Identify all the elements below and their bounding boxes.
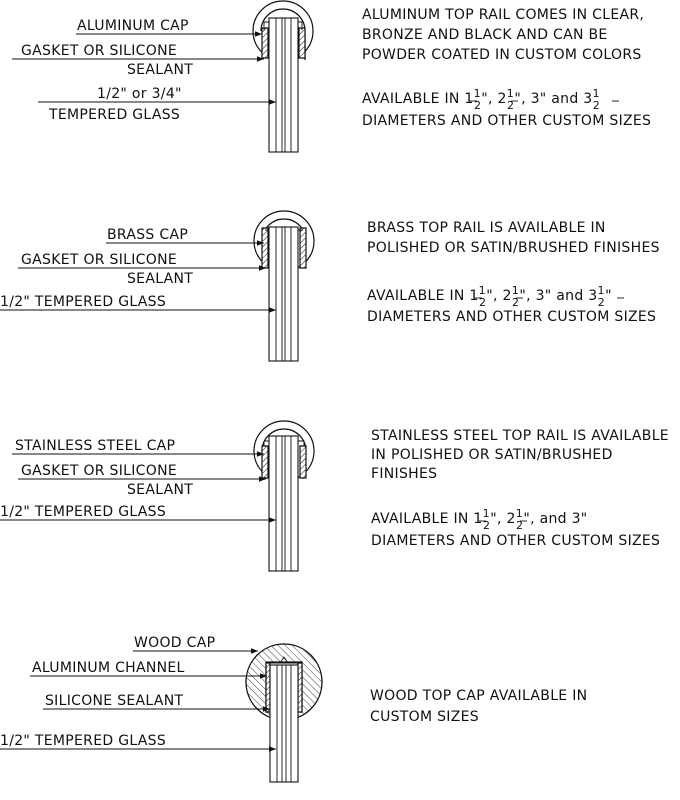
section-brass-cap [0, 211, 660, 361]
aluminum-cap-drawing [253, 1, 313, 152]
description-line-1: BRASS TOP RAIL IS AVAILABLE IN [367, 220, 606, 236]
sizes-line-2: DIAMETERS AND OTHER CUSTOM SIZES [371, 533, 661, 549]
sizes-line-1: AVAILABLE IN $1^1$ 2", $2^1$ 2", 3" and $3^1$ 2 [362, 87, 601, 112]
description-line-3: FINISHES [371, 466, 438, 482]
label-sealant: SEALANT [127, 62, 194, 78]
description-line-1: STAINLESS STEEL TOP RAIL IS AVAILABLE [371, 428, 669, 444]
label-wood-cap: WOOD CAP [134, 635, 216, 651]
description-line-2: IN POLISHED OR SATIN/BRUSHED [371, 447, 613, 463]
sizes-line-1: AVAILABLE IN $1^1$ 2", $2^1$ 2", 3" and $3^1$ 2" [367, 284, 612, 309]
label-tempered-glass: TEMPERED GLASS [49, 107, 181, 123]
brass-cap-drawing [254, 211, 314, 361]
description-line-2: POLISHED OR SATIN/BRUSHED FINISHES [367, 240, 660, 256]
label-stainless-steel-cap: STAINLESS STEEL CAP [15, 438, 176, 454]
label-aluminum-cap: ALUMINUM CAP [77, 18, 189, 34]
sizes-line-1: AVAILABLE IN $1^1$ 2", $2^1$ 2", and 3" [371, 507, 588, 532]
label-silicone-sealant: SILICONE SEALANT [45, 693, 184, 709]
label-tempered-glass: 1/2" TEMPERED GLASS [0, 294, 167, 310]
section-wood-cap [0, 635, 587, 782]
sizes-line-2: DIAMETERS AND OTHER CUSTOM SIZES [362, 113, 652, 129]
description-line-2: BRONZE AND BLACK AND CAN BE [362, 27, 608, 43]
section-aluminum-cap [12, 1, 651, 152]
wood-cap-drawing [246, 644, 322, 782]
label-tempered-glass: 1/2" TEMPERED GLASS [0, 504, 167, 520]
description-line-1: ALUMINUM TOP RAIL COMES IN CLEAR, [362, 7, 645, 23]
section-stainless-steel-cap [0, 421, 669, 571]
label-glass-thickness: 1/2" or 3/4" [97, 86, 182, 102]
label-gasket-or-silicone: GASKET OR SILICONE [21, 252, 177, 268]
label-gasket-or-silicone: GASKET OR SILICONE [21, 43, 177, 59]
label-sealant: SEALANT [127, 482, 194, 498]
label-tempered-glass: 1/2" TEMPERED GLASS [0, 733, 167, 749]
label-sealant: SEALANT [127, 271, 194, 287]
description-line-1: WOOD TOP CAP AVAILABLE IN [370, 688, 588, 704]
description-line-3: POWDER COATED IN CUSTOM COLORS [362, 47, 642, 63]
stainless-cap-drawing [254, 421, 314, 571]
label-brass-cap: BRASS CAP [107, 227, 189, 243]
label-aluminum-channel: ALUMINUM CHANNEL [32, 660, 185, 676]
description-line-2: CUSTOM SIZES [370, 709, 479, 725]
label-gasket-or-silicone: GASKET OR SILICONE [21, 463, 177, 479]
sizes-line-2: DIAMETERS AND OTHER CUSTOM SIZES [367, 309, 657, 325]
